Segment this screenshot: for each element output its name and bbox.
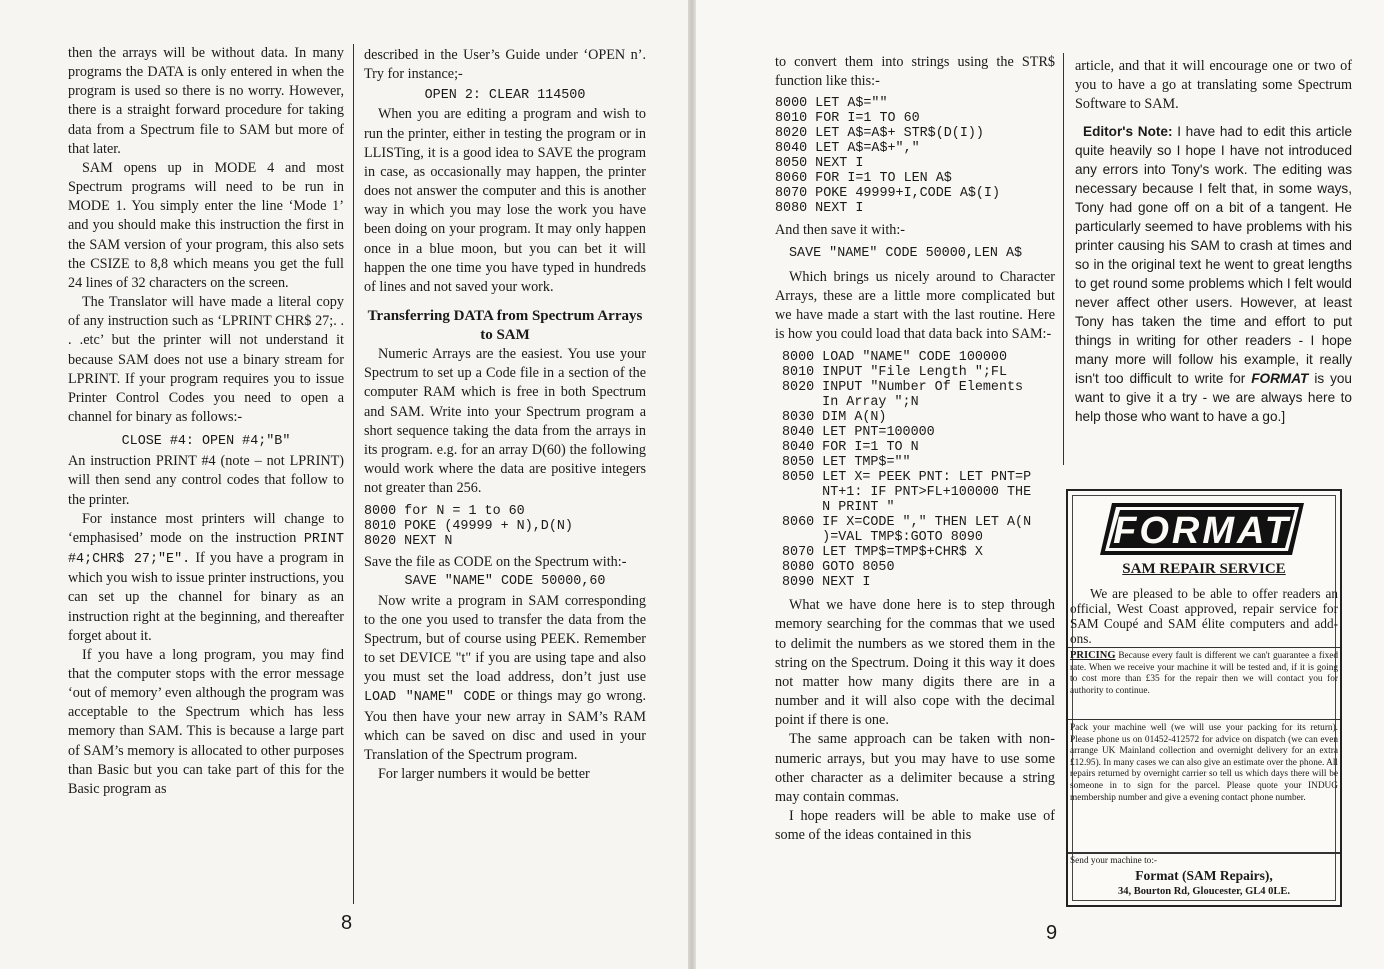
send-name: Format (SAM Repairs), xyxy=(1135,868,1273,883)
send-label: Send your machine to:- xyxy=(1070,856,1158,866)
text-span: We are pleased to be able to offer readers an official, West Coast approved, repair service for SAM Coupé and SAM élite computers and add-ons. xyxy=(1070,586,1338,646)
paragraph: Numeric Arrays are the easiest. You use your Spectrum to set up a Code file in a section of the computer RAM which is free in both Spectrum and SAM. Write into your Spectrum program a short sequence taking the data from the arrays in its program. e.g. for an array D(60) the following would work where the data are positive integers not greater than 256. xyxy=(364,346,646,497)
paragraph: When you are editing a program and wish to run the printer, either in testing the program or in LLISTing, it is a good idea to SAVE the program in case, as occasionally may happen, the printer does not answer the computer and this is another way in which you may lose the work you have been doing on your program. It may only happen once in a blue moon, but you can bet it will happen the one time you have typed in hundreds of lines and not saved your work. xyxy=(364,106,646,295)
format-emphasis: FORMAT xyxy=(1251,371,1309,387)
right-column-1 xyxy=(775,53,1055,845)
logo-text: FORMAT xyxy=(1113,510,1291,552)
right-column-2 xyxy=(1075,57,1352,426)
paragraph: Which brings us nicely around to Character Arrays, these are a little more complicated but we have made a start with the last routine. Here is how you could load that data back into SAM:- xyxy=(775,268,1055,343)
page-gutter xyxy=(688,0,696,969)
repair-service-advert xyxy=(1066,489,1342,907)
column-rule xyxy=(353,44,354,904)
code-line: SAVE "NAME" CODE 50000,LEN A$ xyxy=(789,246,1023,262)
divider xyxy=(1068,719,1340,720)
text-span: is you want to give it a try - we are always here to help those who want to have a go.] xyxy=(1075,371,1352,425)
paragraph: Save the file as CODE on the Spectrum with:- xyxy=(364,554,627,571)
paragraph: described in the User’s Guide under ‘OPEN n’. Try for instance;- xyxy=(364,47,646,83)
divider xyxy=(1068,852,1340,854)
page-number: 9 xyxy=(1046,922,1058,944)
paragraph: What we have done here is to step through memory searching for the commas that we used to delimit the numbers as we stored them in the string on the Spectrum. Doing it this way it does not matter how many digits there are in a number and it will also cope with the decimal point if there is one. xyxy=(775,597,1055,729)
format-logo xyxy=(1098,501,1306,557)
code-block: 8000 for N = 1 to 60 8010 POKE (49999 + N),D(N) 8020 NEXT N xyxy=(364,504,573,550)
left-column-1 xyxy=(68,44,344,799)
divider xyxy=(1068,647,1340,648)
paragraph: then the arrays will be without data. In many programs the DATA is only entered in when the program is used so there is no worry. However, there is a straight forward procedure for taking data from a Spectrum file to SAM but more of that later. xyxy=(68,45,344,157)
paragraph xyxy=(68,510,344,646)
editors-note xyxy=(1075,122,1352,426)
text-span: or things may go wrong. You then have your new array in SAM’s RAM which can be saved on disc and used in your Translation of the Spectrum program. xyxy=(364,688,647,763)
editor-note-label: Editor's Note: xyxy=(1083,124,1173,140)
inline-code: LOAD "NAME" CODE xyxy=(364,690,496,706)
paragraph: article, and that it will encourage one or two of you to have a go at translating some Spectrum Software to SAM. xyxy=(1075,58,1352,113)
column-rule xyxy=(1063,53,1064,465)
page-number: 8 xyxy=(341,912,353,934)
code-line: SAVE "NAME" CODE 50000,60 xyxy=(404,574,606,590)
advert-title: SAM REPAIR SERVICE xyxy=(1122,561,1286,577)
text-span: I have had to edit this article quite heavily so I hope I have not introduced any errors into Tony's work. The editing was necessary because I felt that, in some ways, Tony had gone off on a bit of a tangent. He particularly seemed to have problems with his printer causing his SAM to crash at times and so in the original text he went to great lengths to get round some problems which I felt would never affect other users. However, at least Tony has taken the time and effort to put things in writing for other readers - I hope many more will follow his example, it really isn't too difficult to write for xyxy=(1075,124,1352,387)
section-heading: Transferring DATA from Spectrum Arrays to SAM xyxy=(367,308,643,344)
paragraph: The Translator will have made a literal copy of any instruction such as ‘LPRINT CHR$ 27;. . . .etc’ but the printer will not understand it because SAM does not use a binary stream for LPRINT. If your program requires you to issue Printer Control Codes you need to open a channel for binary as follows:- xyxy=(68,294,344,425)
text-span: If you have a program in which you wish to issue printer instructions, you can set up the channel for binary as an instruction right at the beginning, and thereafter forget about it. xyxy=(68,550,344,644)
code-block: 8000 LET A$="" 8010 FOR I=1 TO 60 8020 LET A$=A$+ STR$(D(I)) 8040 LET A$=A$+"," 8050 NEXT I 8060 FOR I=1 TO LEN A$ 8070 POKE 49999+I,CODE A$(I) 8080 NEXT I xyxy=(775,96,1000,217)
code-block: 8000 LOAD "NAME" CODE 100000 8010 INPUT "File Length ";FL 8020 INPUT "Number Of Elements In Array ";N 8030 DIM A(N) 8040 LET PNT=100000 8040 FOR I=1 TO N 8050 LET TMP$="" 8050 LET X= PEEK PNT: LET PNT=P NT+1: IF PNT>FL+100000 THE N PRINT " 8060 IF X=CODE "," THEN LET A(N )=VAL TMP$:GOTO 8090 8070 LET TMP$=TMP$+CHR$ X 8080 GOTO 8050 8090 NEXT I xyxy=(782,350,1032,591)
paragraph: The same approach can be taken with non-numeric arrays, but you may have to use some other character as a delimiter because a string may contain commas. xyxy=(775,731,1055,805)
paragraph: SAM opens up in MODE 4 and most Spectrum programs will need to be run in MODE 1. You simply enter the line ‘Mode 1’ and you should make this instruction the first in the SAM version of your program, this also sets the CSIZE to 8,8 which means you get the full 24 lines of 32 characters on the screen. xyxy=(68,159,344,291)
pricing-text xyxy=(1068,649,1340,698)
packing-text: Pack your machine well (we will use your packing for its return). Please phone us on 01452-412572 for advice on dispatch (we can even arrange UK Mainland collection and overnight delivery for an extra £12.95). In many cases we can also give an estimate over the phone. All repairs returned by overnight carrier so tell us which days there will be someone in to sign for the parcel. Please quote your INDUG membership number and give a evening contact phone number. xyxy=(1070,723,1338,803)
advert-intro xyxy=(1070,586,1338,646)
code-line: OPEN 2: CLEAR 114500 xyxy=(424,88,586,104)
code-line: CLOSE #4: OPEN #4;"B" xyxy=(121,434,291,450)
left-column-2 xyxy=(364,46,646,784)
send-address: 34, Bourton Rd, Gloucester, GL4 0LE. xyxy=(1118,886,1290,897)
paragraph: For larger numbers it would be better xyxy=(378,766,590,782)
paragraph: And then save it with:- xyxy=(775,222,906,239)
text-span: For instance most printers will change to ‘emphasised’ mode on the instruction xyxy=(68,510,344,546)
inline-code: PRINT #4;CHR$ 27;"E". xyxy=(68,531,344,568)
paragraph: An instruction PRINT #4 (note – not LPRINT) will then send any control codes that follow to the printer. xyxy=(68,453,344,508)
paragraph: I hope readers will be able to make use of some of the ideas contained in this xyxy=(775,807,1055,844)
text-span: Now write a program in SAM corresponding to the one you used to transfer the data from the Spectrum, but of course using PEEK. Remember to set DEVICE "t" if you are using tape and also you must set the load address, don’t just use xyxy=(364,592,646,686)
pricing-label: PRICING xyxy=(1070,650,1116,661)
paragraph xyxy=(364,592,646,765)
paragraph: to convert them into strings using the STR$ function like this:- xyxy=(775,54,1055,90)
text-span: Because every fault is different we can't guarantee a fixed rate. When we receive your machine it will be tested and, if it is going to cost more than £35 for the repair then we will contact you for authority to continue. xyxy=(1070,651,1338,696)
paragraph: If you have a long program, you may find that the computer stops with the error message ‘out of memory’ even although the program was acceptable to the Spectrum which has less memory than SAM. This is because a large part of SAM’s memory is allocated to other purposes than Basic but you can take part of this for the Basic program as xyxy=(68,646,344,797)
